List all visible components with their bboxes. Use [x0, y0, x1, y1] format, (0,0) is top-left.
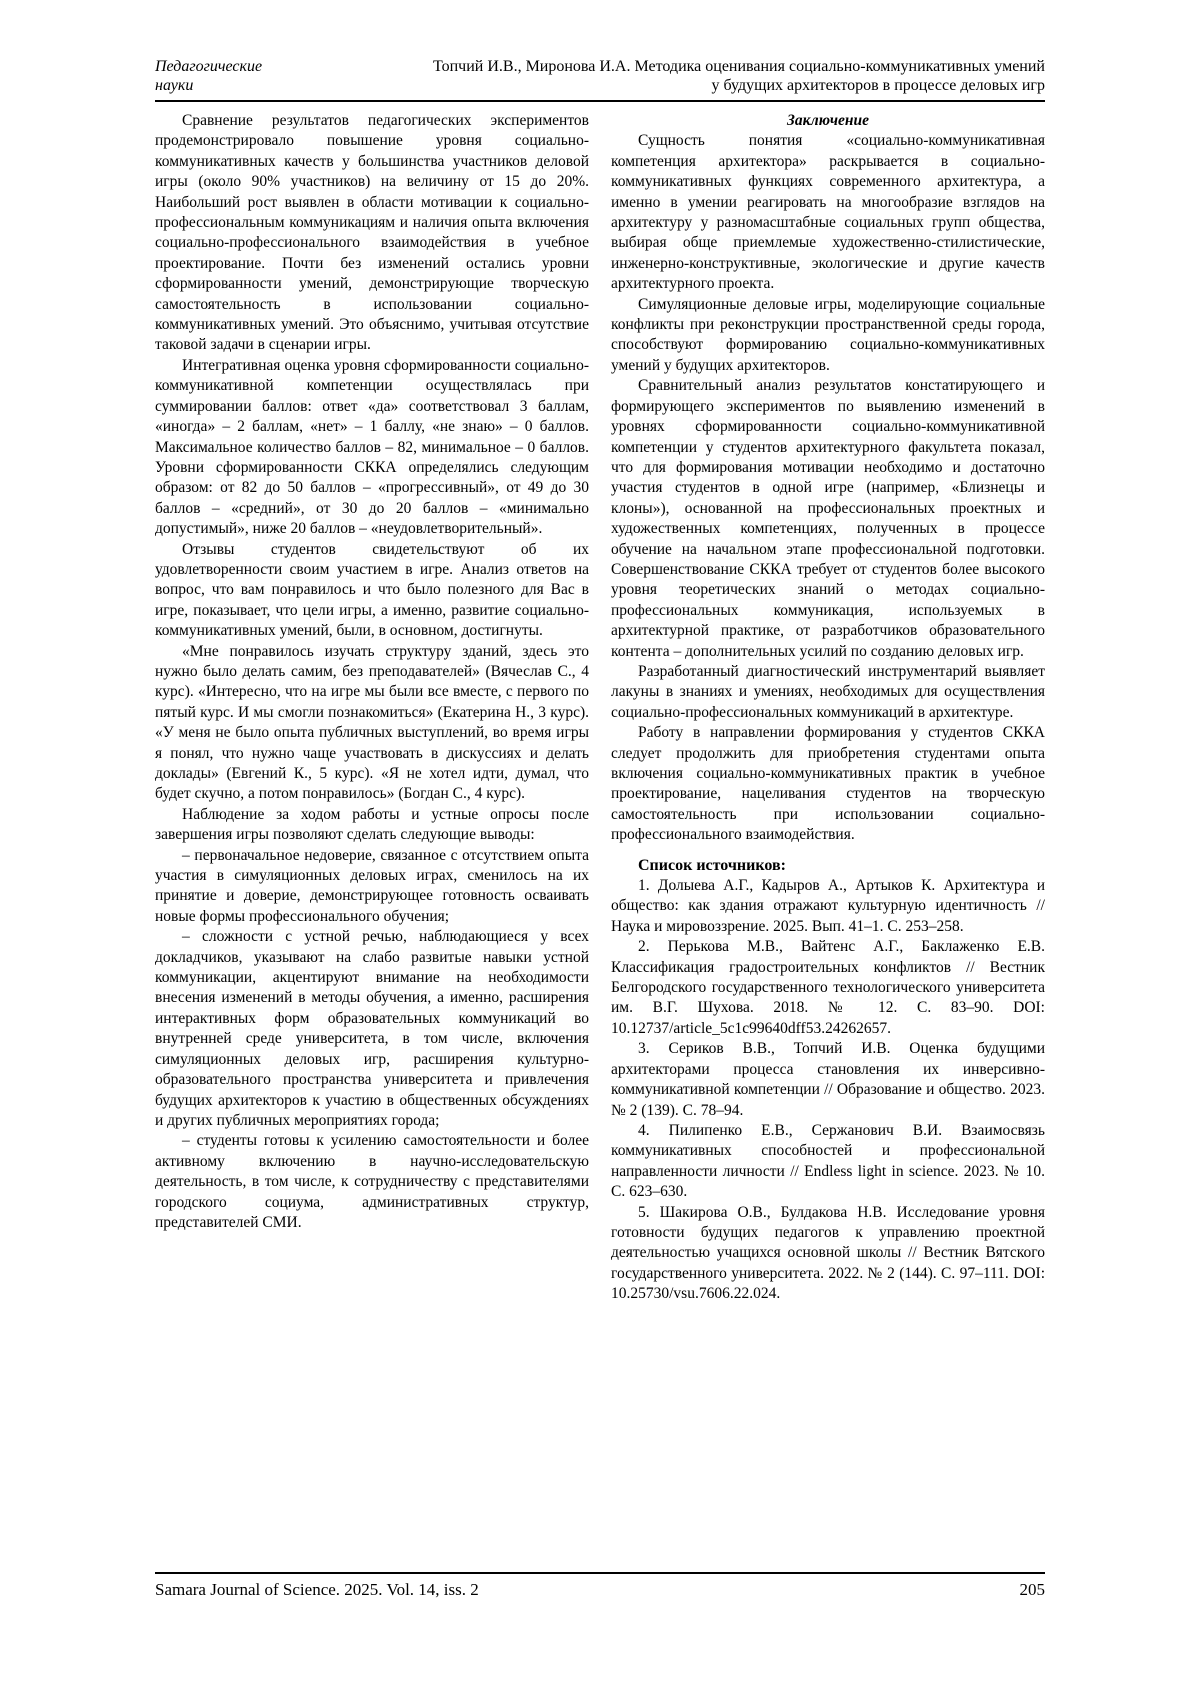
right-column — [611, 111, 1045, 1305]
reference-item: 1. Долыева А.Г., Кадыров А., Артыков К. Архитектура и общество: как здания отражают культурную идентичность // Наука и мировоззрение. 2025. Вып. 41–1. С. 253–258. — [611, 877, 1045, 935]
paragraph: Сравнительный анализ результатов констатирующего и формирующего экспериментов по выявлению изменений в уровнях сформированности социально-коммуникативной компетенции у студентов архитектурного факультета показал, что для формирования мотивации необходимо и достаточно участия студентов в одной игре (например, «Близнецы и клоны»), основанной на профессиональных проектных и художественных компетенциях, полученных в процессе обучение на начальном этапе профессиональной подготовки. Совершенствование СККА требует от студентов более высокого уровня теоретических знаний о методах социально-профессиональных коммуникация, используемых в архитектурной практике, от разработчиков образовательного контента – дополнительных усилий по созданию деловых игр. — [611, 377, 1045, 660]
list-item-dash: – сложности с устной речью, наблюдающиеся у всех докладчиков, указывают на слабо развитые навыки устной коммуникации, акцентируют внимание на необходимости внесения изменений в методы обучения, а именно, расширения интерактивных форм образовательных коммуникаций во внутренней среде университета, в том числе, включения симуляционных деловых игр, расширения культурно-образовательного пространства университета и привлечения будущих архитекторов к участию в общественных обсуждениях и других публичных мероприятиях города; — [155, 928, 589, 1129]
page-number: 205 — [1019, 1580, 1045, 1599]
list-item-dash: – студенты готовы к усилению самостоятельности и более активному включению в научно-исследовательскую деятельность, в том числе, к сотрудничеству с представителями городского социума, административных структур, представителей СМИ. — [155, 1132, 589, 1231]
paragraph: «Мне понравилось изучать структуру зданий, здесь это нужно было делать самим, без преподавателей» (Вячеслав С., 4 курс). «Интересно, что на игре мы были все вместе, с первого по пятый курс. И мы смогли познакомиться» (Екатерина Н., 3 курс). «У меня не было опыта публичных выступлений, во время игры я понял, что нужно чаще участвовать в дискуссиях и делать доклады» (Евгений К., 5 курс). «Я не хотел идти, думал, что будет скучно, а потом понравилось» (Богдан С., 4 курс). — [155, 642, 589, 803]
paragraph: Интегративная оценка уровня сформированности социально-коммуникативной компетенции осуществлялась при суммировании баллов: ответ «да» соответствовал 3 баллам, «иногда» – 2 баллам, «нет» – 1 баллу, «не знаю» – 0 баллов. Максимальное количество баллов – 82, минимальное – 0 баллов. Уровни сформированности СККА определялись следующим образом: от 82 до 50 баллов – «прогрессивный», от 49 до 30 баллов – «средний», от 30 до 20 баллов – «минимально допустимый», ниже 20 баллов – «неудовлетворительный». — [155, 356, 589, 538]
section-label-line1: Педагогические — [155, 58, 263, 75]
left-column — [155, 111, 589, 1305]
paragraph: Работу в направлении формирования у студентов СККА следует продолжить для приобретения студентами опыта включения социально-коммуникативных практик в учебное проектирование, нацеливания студентов на творческую самостоятельность при использовании социально-профессионального взаимодействия. — [611, 724, 1045, 844]
reference-item: 3. Сериков В.В., Топчий И.В. Оценка будущими архитекторами процесса становления их инверсивно-коммуникативной компетенции // Образование и общество. 2023. № 2 (139). С. 78–94. — [611, 1040, 1045, 1119]
sources-heading: Список источников: — [638, 856, 786, 874]
conclusion-heading: Заключение — [787, 112, 869, 129]
list-item-dash: – первоначальное недоверие, связанное с отсутствием опыта участия в симуляционных деловых играх, сменилось на их принятие и доверие, демонстрирующее готовность осваивать новые формы профессионального обучения; — [155, 846, 589, 925]
section-label-line2: науки — [155, 77, 194, 94]
page-content — [155, 57, 1045, 1305]
journal-footer-line: Samara Journal of Science. 2025. Vol. 14, iss. 2 — [155, 1580, 479, 1599]
paragraph: Симуляционные деловые игры, моделирующие социальные конфликты при реконструкции пространственной среды города, способствуют формированию социально-коммуникативных умений у будущих архитекторов. — [611, 295, 1045, 374]
running-title-line1: Топчий И.В., Миронова И.А. Методика оценивания социально-коммуникативных умений — [433, 58, 1045, 75]
reference-item: 4. Пилипенко Е.В., Сержанович В.И. Взаимосвязь коммуникативных способностей и профессиональной направленности личности // Endless light in science. 2023. № 10. С. 623–630. — [611, 1121, 1045, 1201]
two-column-text — [155, 111, 1045, 1305]
running-title-line2: у будущих архитекторов в процессе деловых игр — [711, 77, 1045, 94]
paragraph: Наблюдение за ходом работы и устные опросы после завершения игры позволяют сделать следующие выводы: — [155, 805, 589, 844]
running-title — [433, 57, 1045, 95]
paragraph: Отзывы студентов свидетельствуют об их удовлетворенности своим участием в игре. Анализ ответов на вопрос, что вам понравилось и что было полезного для Вас в игре, показывает, что цели игры, а именно, развитие социально-коммуникативных умений, были, в основном, достигнуты. — [155, 540, 589, 640]
paragraph: Сравнение результатов педагогических экспериментов продемонстрировало повышение уровня социально-коммуникативных качеств у большинства участников деловой игры (около 90% участников) на величину от 15 до 20%. Наибольший рост выявлен в области мотивации к социально-профессиональным коммуникациям и наличия опыта включения социально-профессионального взаимодействия в учебное проектирование. Почти без изменений остались уровни сформированности умений, демонстрирующие творческую самостоятельность в использовании социально-коммуникативных умений. Это объяснимо, учитывая отсутствие таковой задачи в сценарии игры. — [155, 112, 589, 354]
page-footer — [155, 1572, 1045, 1600]
reference-item: 5. Шакирова О.В., Булдакова Н.В. Исследование уровня готовности будущих педагогов к управлению проектной деятельностью учащихся основной школы // Вестник Вятского государственного университета. 2022. № 2 (144). С. 97–111. DOI: 10.25730/vsu.7606.22.024. — [611, 1203, 1045, 1303]
page-header — [155, 57, 1045, 102]
paragraph: Сущность понятия «социально-коммуникативная компетенция архитектора» раскрывается в социально-коммуникативных функциях современного архитектура, а именно в умении реагировать на многообразие взглядов на архитектуру у разномасштабные социальных групп общества, выбирая обще приемлемые художественно-стилистические, инженерно-конструктивные, экологические и другие качеств архитектурного проекта. — [611, 132, 1045, 293]
section-label — [155, 57, 262, 95]
reference-item: 2. Перькова М.В., Вайтенс А.Г., Баклаженко Е.В. Классификация градостроительных конфликтов // Вестник Белгородского государственного технологического университета им. В.Г. Шухова. 2018. № 12. С. 83–90. DOI: 10.12737/article_5c1c99640dff53.24262657. — [611, 938, 1045, 1037]
paragraph: Разработанный диагностический инструментарий выявляет лакуны в знаниях и умениях, необходимых для осуществления социально-профессиональных коммуникаций в архитектуре. — [611, 662, 1045, 721]
